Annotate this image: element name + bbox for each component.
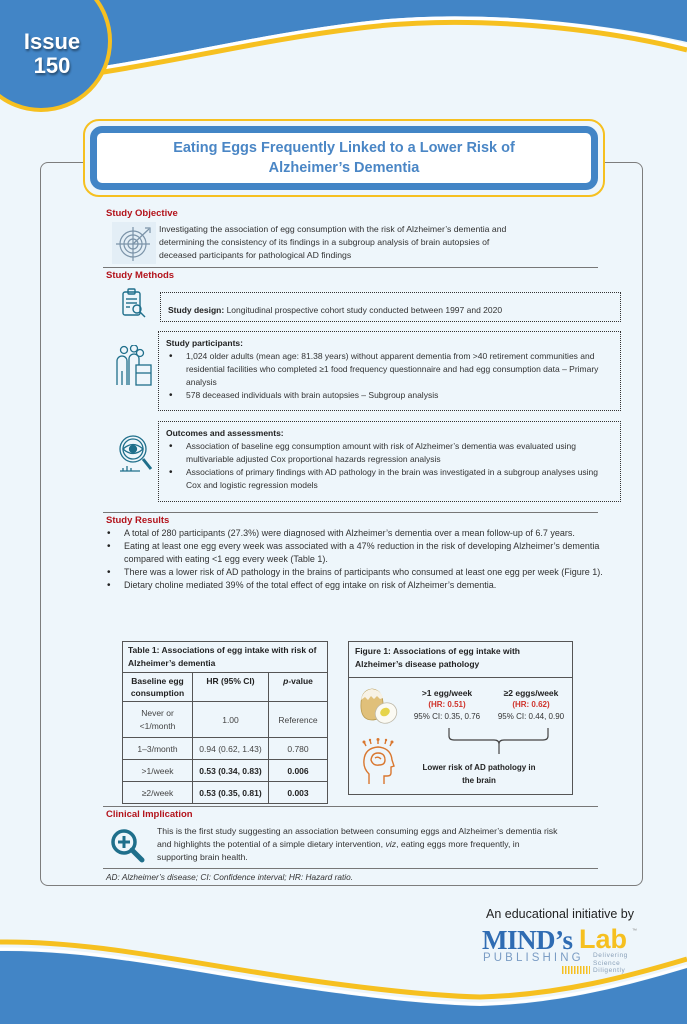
divider [103,512,598,513]
table-caption: Table 1: Associations of egg intake with risk of Alzheimer’s dementia [123,642,328,673]
results-section [106,515,614,592]
participants-bullet: • 1,024 older adults (mean age: 81.38 years) without apparent dementia from >40 retirement communities and residential facilities who completed ≥1 food frequency questionnaire and had egg consumption data – Primary analysis [166,350,613,389]
divider [103,267,598,268]
head-brain-icon [361,738,397,786]
objective-heading: Study Objective [106,208,178,219]
results-heading: Study Results [106,515,170,526]
objective-text: Investigating the association of egg consumption with the risk of Alzheimer’s dementia and determining the consistency of its findings in a subgroup analysis of brain autopsies of deceased participants for pathological AD findings [159,224,507,260]
figure-1 [348,641,573,795]
table-row: >1/week 0.53 (0.34, 0.83) 0.006 [123,760,328,782]
divider [103,868,598,869]
table-header: Baseline egg consumption [123,673,193,702]
boiled-egg-icon [357,686,399,726]
issue-number: 150 [33,53,71,78]
abbreviations-note: AD: Alzheimer’s disease; CI: Confidence interval; HR: Hazard ratio. [106,872,354,882]
brace-connector-icon [444,728,554,756]
target-icon [112,222,156,264]
methods-section [106,270,614,282]
figure-caption: Figure 1: Associations of egg intake with Alzheimer’s disease pathology [349,642,572,678]
clinical-heading: Clinical Implication [106,809,193,820]
table-header-pvalue: p-value [269,673,328,702]
study-participants-label: Study participants: [166,338,243,348]
figure-group: ≥2 eggs/week (HR: 0.62) 95% CI: 0.44, 0.90 [497,688,565,721]
methods-heading: Study Methods [106,270,175,281]
outcomes-label: Outcomes and assessments: [166,428,284,438]
footer-wave-decoration [0,900,687,1024]
outcomes-bullet: • Associations of primary findings with AD pathology in the brain was investigated in a subgroup analyses using Cox and logistic regression models [166,466,613,492]
clipboard-search-icon [121,288,147,318]
results-bullet: • Eating at least one egg every week was associated with a 47% reduction in the risk of developing Alzheimer’s dementia compared with eating <1 egg every week (Table 1). [104,540,614,566]
clinical-section [106,809,614,821]
results-bullet: • A total of 280 participants (27.3%) were diagnosed with Alzheimer’s dementia over a mean follow-up of 6.7 years. [104,527,614,540]
outcomes-bullet: • Association of baseline egg consumption amount with risk of Alzheimer’s dementia was evaluated using multivariable adjusted Cox proportional hazards regression analysis [166,440,613,466]
issue-label: Issue [23,29,81,54]
initiative-text: An educational initiative by [486,907,635,921]
table-row: ≥2/week 0.53 (0.35, 0.81) 0.003 [123,782,328,804]
figure-conclusion: Lower risk of AD pathology in the brain [422,763,536,785]
divider [103,806,598,807]
clinical-text: This is the first study suggesting an association between consuming eggs and Alzheimer’s dementia risk and highlights the potential of a simple dietary intervention, viz, eating eggs more frequently, in supporting brain health. [157,826,558,862]
page-title-line-2: Alzheimer’s Dementia [268,160,420,176]
table-1 [122,641,328,804]
outcomes-box [158,421,621,502]
participants-bullet: • 578 deceased individuals with brain autopsies – Subgroup analysis [166,389,613,402]
zoom-in-magnifier-icon [110,828,146,864]
study-participants-box [158,331,621,411]
objective-section [106,208,614,220]
study-design-text: Longitudinal prospective cohort study conducted between 1997 and 2020 [224,305,503,315]
results-bullet: • Dietary choline mediated 39% of the total effect of egg intake on risk of Alzheimer’s dementia. [104,579,614,592]
title-banner [83,119,605,197]
study-design-label: Study design: [168,305,225,315]
table-row: Never or <1/month 1.00 Reference [123,702,328,738]
results-bullet: • There was a lower risk of AD pathology in the brains of participants who consumed at least one egg per week (Figure 1). [104,566,614,579]
table-row: 1–3/month 0.94 (0.62, 1.43) 0.780 [123,738,328,760]
people-group-icon [114,345,154,387]
table-header: HR (95% CI) [193,673,269,702]
study-design-box [160,292,621,322]
page-title-line-1: Eating Eggs Frequently Linked to a Lower Risk of [173,140,515,156]
minds-lab-logo: MIND’s Lab ™ PUBLISHING Delivering Science Diligently [482,924,637,974]
eye-magnifier-icon [118,433,154,473]
figure-group: >1 egg/week (HR: 0.51) 95% CI: 0.35, 0.76 [413,688,481,721]
